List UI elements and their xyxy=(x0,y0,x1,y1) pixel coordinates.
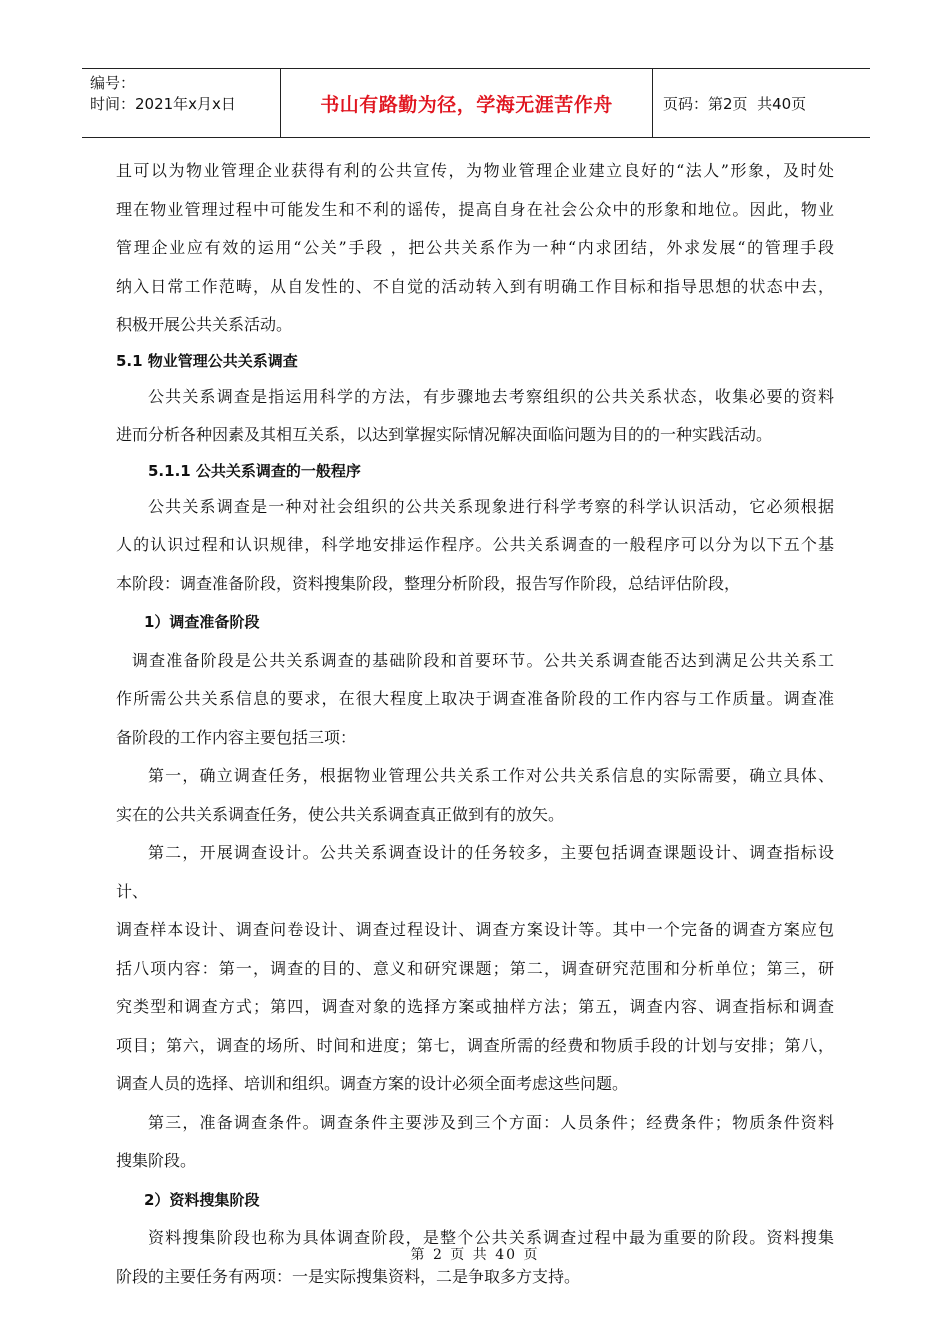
paragraph-line: 进而分析各种因素及其相互关系，以达到掌握实际情况解决面临问题为目的的一种实践活动。 xyxy=(116,425,773,444)
paragraph-line: 第一，确立调查任务，根据物业管理公共关系工作对公共关系信息的实际需要，确立具体、 xyxy=(148,766,834,785)
paragraph-line: 调查准备阶段是公共关系调查的基础阶段和首要环节。公共关系调查能否达到满足公共关系工 xyxy=(132,650,834,670)
stage2-heading: 2）资料搜集阶段 xyxy=(144,1190,260,1209)
header-motto: 书山有路勤为径，学海无涯苦作舟 xyxy=(281,69,653,137)
paragraph-line: 实在的公共关系调查任务，使公共关系调查真正做到有的放矢。 xyxy=(116,804,565,824)
header-date-label: 时间：2021年x月x日 xyxy=(90,95,236,113)
paragraph-line: 项目；第六，调查的场所、时间和进度；第七，调查所需的经费和物质手段的计划与安排；第八， xyxy=(116,1035,834,1055)
paragraph-line: 资料搜集阶段也称为具体调查阶段，是整个公共关系调查过程中最为重要的阶段。资料搜集 xyxy=(148,1228,834,1247)
section-heading-5-1-1: 5.1.1 公共关系调查的一般程序 xyxy=(148,461,361,480)
paragraph-line: 备阶段的工作内容主要包括三项： xyxy=(116,727,357,747)
paragraph-line: 计、 xyxy=(116,881,149,901)
page-header xyxy=(82,68,870,138)
paragraph-line: 第三，准备调查条件。调查条件主要涉及到三个方面：人员条件；经费条件；物质条件资料 xyxy=(148,1112,834,1132)
body-line: 理在物业管理过程中可能发生和不利的谣传，提高自身在社会公众中的形象和地位。因此，物业 xyxy=(116,199,834,219)
paragraph-line: 究类型和调查方式；第四，调查对象的选择方案或抽样方法；第五，调查内容、调查指标和调查 xyxy=(116,997,834,1016)
paragraph-line: 括八项内容：第一，调查的目的、意义和研究课题；第二，调查研究范围和分析单位；第三，研 xyxy=(116,958,834,978)
body-line: 纳入日常工作范畴，从自发性的、不自觉的活动转入到有明确工作目标和指导思想的状态中去， xyxy=(116,276,834,296)
document-body xyxy=(116,152,834,1296)
header-number-label: 编号： xyxy=(90,74,136,92)
stage1-heading: 1）调查准备阶段 xyxy=(144,613,260,631)
paragraph-line: 公共关系调查是一种对社会组织的公共关系现象进行科学考察的科学认识活动，它必须根据 xyxy=(148,496,834,516)
paragraph-line: 人的认识过程和认识规律，科学地安排运作程序。公共关系调查的一般程序可以分为以下五个基 xyxy=(116,535,834,554)
body-line: 且可以为物业管理企业获得有利的公共宣传，为物业管理企业建立良好的“法人”形象，及时处 xyxy=(116,161,834,180)
paragraph-line: 本阶段：调查准备阶段，资料搜集阶段，整理分析阶段，报告写作阶段，总结评估阶段， xyxy=(116,573,741,593)
paragraph-line: 搜集阶段。 xyxy=(116,1151,197,1170)
header-page-info: 页码：第2页 共40页 xyxy=(663,94,807,113)
body-line: 管理企业应有效的运用“公关”手段 ，把公共关系作为一种“内求团结，外求发展“的管理手段 xyxy=(116,238,834,257)
paragraph-line: 调查样本设计、调查问卷设计、调查过程设计、调查方案设计等。其中一个完备的调查方案应包 xyxy=(116,920,834,939)
paragraph-line: 公共关系调查是指运用科学的方法，有步骤地去考察组织的公共关系状态，收集必要的资料 xyxy=(148,386,834,406)
paragraph-line: 作所需公共关系信息的要求，在很大程度上取决于调查准备阶段的工作内容与工作质量。调查准 xyxy=(116,689,834,708)
page-footer: 第 2 页 共 40 页 xyxy=(410,1247,540,1263)
paragraph-line: 第二，开展调查设计。公共关系调查设计的任务较多，主要包括调查课题设计、调查指标设 xyxy=(148,843,834,862)
paragraph-line: 阶段的主要任务有两项：一是实际搜集资料，二是争取多方支持。 xyxy=(116,1266,581,1286)
paragraph-line: 调查人员的选择、培训和组织。调查方案的设计必须全面考虑这些问题。 xyxy=(116,1074,629,1093)
section-heading-5-1: 5.1 物业管理公共关系调查 xyxy=(116,351,298,370)
header-meta xyxy=(82,69,281,137)
body-line: 积极开展公共关系活动。 xyxy=(116,315,293,334)
